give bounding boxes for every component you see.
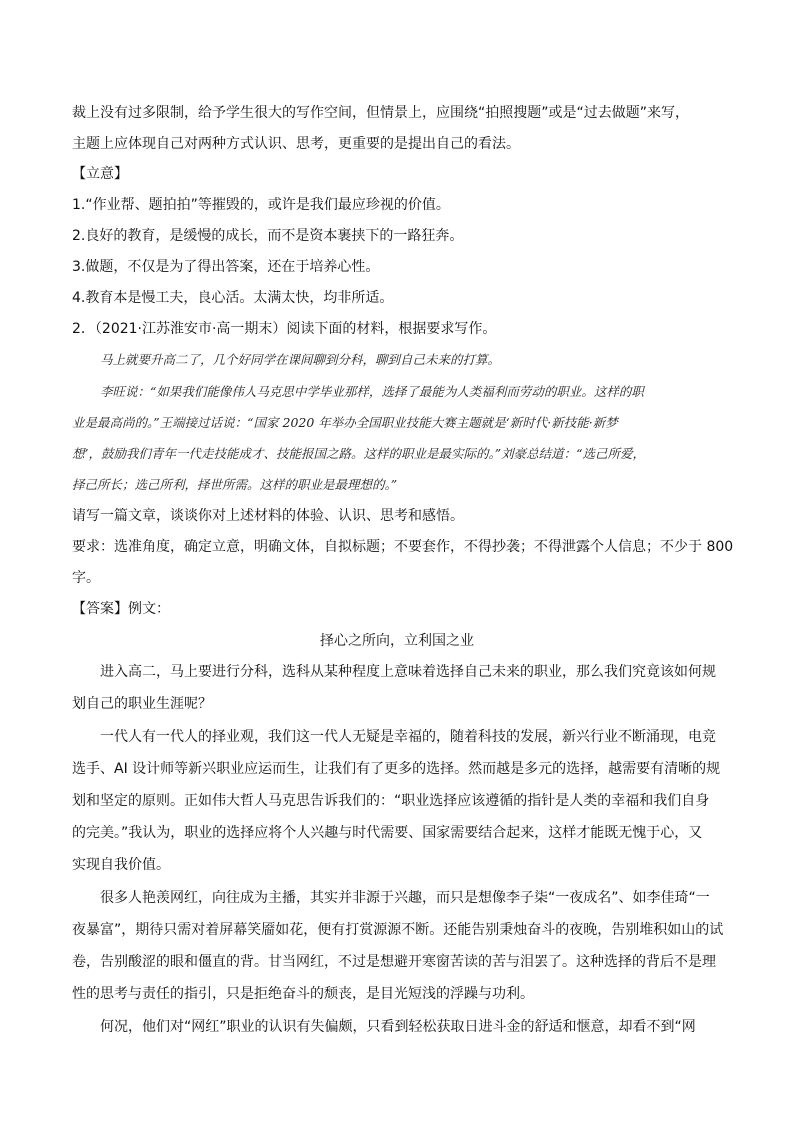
essay-line: 夜暴富”，期待只需对着屏幕笑靥如花，便有打赏源源不断。还能告别秉烛奋斗的夜晚，告别堆积如山的试 (72, 922, 724, 938)
requirement-line: 要求：选准角度，确定立意，明确文体，自拟标题；不要套作，不得抄袭；不得泄露个人信息；不少于 800 (72, 539, 734, 555)
intro-line: 主题上应体现自己对两种方式认识、思考，更重要的是提出自己的看法。 (72, 136, 520, 152)
essay-line: 选手、AI 设计师等新兴职业应运而生，让我们有了更多的选择。然而越是多元的选择，越需要有清晰的规 (72, 761, 721, 777)
material-line: 想’，鼓励我们青年一代走技能成才、技能报国之路。这样的职业是最实际的。”刘豪总结道：“选己所爱， (72, 446, 646, 461)
writing-prompt: 请写一篇文章，谈谈你对上述材料的体验、认识、思考和感悟。 (72, 508, 464, 524)
liyi-item: 1.“作业帮、题拍拍”等摧毁的，或许是我们最应珍视的价值。 (72, 197, 450, 213)
essay-line: 的完美。”我认为，职业的选择应将个人兴趣与时代需要、国家需要结合起来，这样才能既无愧于心，又 (72, 825, 703, 841)
essay-line: 何况，他们对“网红”职业的认识有失偏颇，只看到轻松获取日进斗金的舒适和惬意，却看不到“网 (100, 1019, 696, 1035)
essay-line: 划自己的职业生涯呢？ (72, 696, 212, 712)
liyi-item: 2.良好的教育，是缓慢的成长，而不是资本裹挟下的一路狂奔。 (72, 228, 464, 244)
essay-line: 划和坚定的原则。正如伟大哲人马克思告诉我们的：“职业选择应该遵循的指针是人类的幸福和我们自身 (72, 793, 710, 809)
liyi-item: 3.做题，不仅是为了得出答案，还在于培养心性。 (72, 259, 380, 275)
material-line: 业是最高尚的。”王端接过话说：“国家 2020 年举办全国职业技能大赛主题就是‘新时代·新技能·新梦 (72, 415, 618, 430)
essay-title: 择心之所向，立利国之业 (320, 633, 474, 649)
question-heading: 2．（2021·江苏淮安市·高一期末）阅读下面的材料，根据要求写作。 (72, 321, 497, 337)
requirement-line: 字。 (72, 570, 100, 586)
material-line: 李旺说：“如果我们能像伟人马克思中学毕业那样，选择了最能为人类福利而劳动的职业。这样的职 (100, 384, 644, 399)
essay-line: 进入高二，马上要进行分科，选科从某种程度上意味着选择自己未来的职业，那么我们究竟该如何规 (100, 664, 716, 680)
answer-label: 【答案】例文： (72, 601, 170, 617)
intro-line: 裁上没有过多限制，给予学生很大的写作空间，但情景上，应围绕“拍照搜题”或是“过去做题”来写， (72, 105, 690, 121)
essay-line: 一代人有一代人的择业观，我们这一代人无疑是幸福的，随着科技的发展，新兴行业不断涌现，电竞 (100, 729, 716, 745)
essay-line: 很多人艳羡网红，向往成为主播，其实并非源于兴趣，而只是想像李子柒“一夜成名”、如李佳琦“一 (100, 890, 710, 906)
material-line: 择己所长；选己所利，择世所需。这样的职业是最理想的。” (72, 477, 398, 492)
liyi-item: 4.教育本是慢工夫，良心活。太满太快，均非所适。 (72, 290, 394, 306)
essay-line: 性的思考与责任的指引，只是拒绝奋斗的颓丧，是目光短浅的浮躁与功利。 (72, 986, 534, 1002)
essay-line: 卷，告别酸涩的眼和僵直的背。甘当网红，不过是想避开寒窗苦读的苦与泪罢了。这种选择的背后不是理 (72, 954, 716, 970)
material-line: 马上就要升高二了，几个好同学在课间聊到分科，聊到自己未来的打算。 (100, 352, 501, 367)
liyi-heading: 【立意】 (72, 166, 128, 182)
essay-line: 实现自我价值。 (72, 857, 170, 873)
